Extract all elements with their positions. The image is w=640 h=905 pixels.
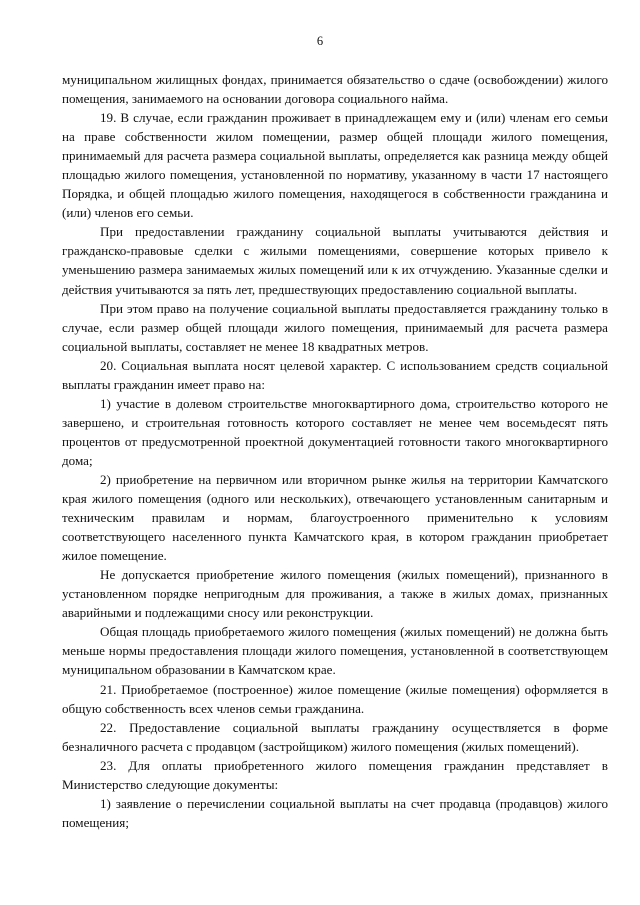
- paragraph-total-area: Общая площадь приобретаемого жилого помещения (жилых помещений) не должна быть меньше нормы предоставления площади жилого помещения, установленной в соответствующем муниципальном образовании в Камчатском крае.: [62, 624, 608, 678]
- paragraph-item-20: 20. Социальная выплата носят целевой характер. С использованием средств социальной выплаты гражданин имеет право на:: [62, 357, 608, 392]
- paragraph-item-21: 21. Приобретаемое (построенное) жилое помещение (жилые помещения) оформляется в общую собственность всех членов семьи гражданина.: [62, 681, 608, 716]
- paragraph-item-23: 23. Для оплаты приобретенного жилого помещения гражданин представляет в Министерство следующие документы:: [62, 757, 608, 792]
- paragraph-transactions: При предоставлении гражданину социальной выплаты учитываются действия и гражданско-правовые сделки с жилыми помещениями, совершение которых привело к уменьшению размера занимаемых жилых помещений или к их отчуждению. Указанные сделки и действия учитываются за пять лет, предшествующих предоставлению социальной выплаты.: [62, 224, 608, 297]
- page-number: 6: [316, 34, 324, 48]
- paragraph-min-area: При этом право на получение социальной выплаты предоставляется гражданину только в случае, если размер общей площади жилого помещения, принимаемый для расчета размера социальной выплаты, составляет не менее 18 квадратных метров.: [62, 300, 608, 354]
- paragraph-item-19: 19. В случае, если гражданин проживает в принадлежащем ему и (или) членам его семьи на праве собственности жилом помещении, размер общей площади жилого помещения, принимаемый для расчета размера социальной выплаты, определяется как разница между общей площадью жилого помещения, установленной по нормативу, указанному в части 17 настоящего Порядка, и общей площадью жилого помещения, находящегося в собственности гражданина и (или) членов его семьи.: [62, 110, 608, 221]
- paragraph-subitem-2: 2) приобретение на первичном или вторичном рынке жилья на территории Камчатского края жилого помещения (одного или нескольких), отвечающего установленным санитарным и техническим правилам и нормам, благоустроенного применительно к условиям соответствующего населенного пункта Камчатского края, в котором гражданин приобретает жилое помещение.: [62, 471, 608, 564]
- paragraph-continuation: муниципальном жилищных фондах, принимается обязательство о сдаче (освобождении) жилого помещения, занимаемого на основании договора социального найма.: [62, 72, 608, 107]
- paragraph-item-23-sub-1: 1) заявление о перечислении социальной выплаты на счет продавца (продавцов) жилого помещения;: [62, 795, 608, 830]
- body-text: [62, 70, 608, 832]
- paragraph-not-allowed: Не допускается приобретение жилого помещения (жилых помещений), признанного в установленном порядке непригодным для проживания, а также в жилых домах, признанных аварийными и подлежащими сносу или реконструкции.: [62, 567, 608, 621]
- paragraph-subitem-1: 1) участие в долевом строительстве многоквартирного дома, строительство которого не завершено, и строительная готовность которого составляет не менее чем восемьдесят пять процентов от предусмотренной проектной документацией готовности такого многоквартирного дома;: [62, 395, 608, 468]
- paragraph-item-22: 22. Предоставление социальной выплаты гражданину осуществляется в форме безналичного расчета с продавцом (застройщиком) жилого помещения (жилых помещений).: [62, 719, 608, 754]
